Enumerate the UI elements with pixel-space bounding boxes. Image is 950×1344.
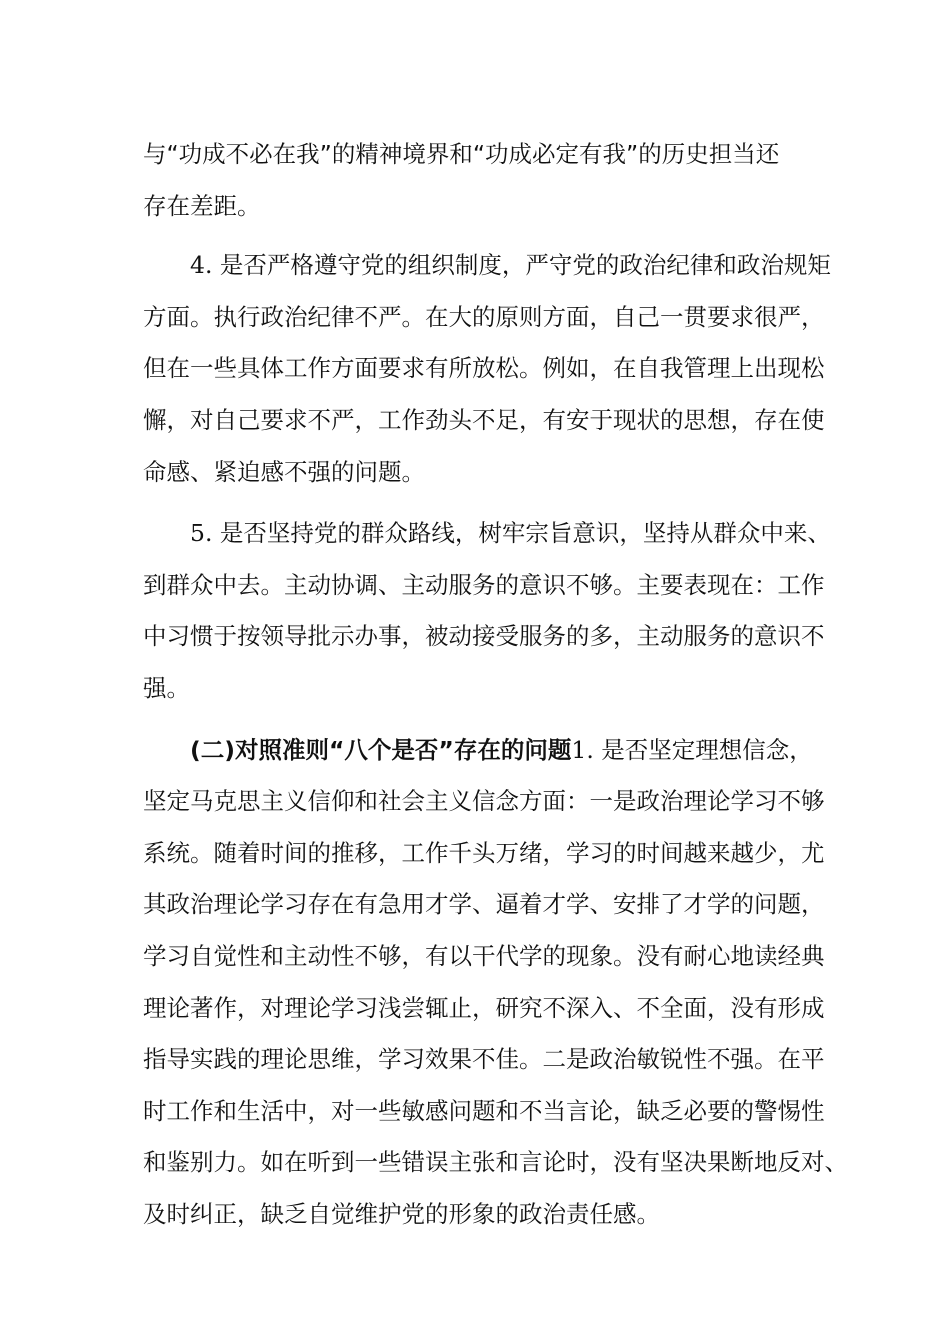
text-line: 坚定马克思主义信仰和社会主义信念方面：一是政治理论学习不够 — [143, 787, 825, 816]
text-line: 系统。随着时间的推移，工作千头万绪，学习的时间越来越少，尤 — [143, 838, 825, 867]
item-text: 是否坚定理想信念， — [593, 735, 813, 764]
text-line: 其政治理论学习存在有急用才学、逼着才学、安排了才学的问题， — [143, 890, 825, 919]
text-line: 与“功成不必在我”的精神境界和“功成必定有我”的历史担当还 — [143, 140, 780, 168]
text-line: 方面。执行政治纪律不严。在大的原则方面，自己一贯要求很严， — [143, 302, 825, 331]
item-number: 1. — [571, 735, 594, 764]
text-line: 理论著作，对理论学习浅尝辄止，研究不深入、不全面，没有形成 — [143, 993, 825, 1022]
text-line — [143, 508, 831, 560]
text-line: 懈，对自己要求不严，工作劲头不足，有安于现状的思想，存在使 — [143, 405, 825, 434]
text-line: 时工作和生活中，对一些敏感问题和不当言论，缺乏必要的警惕性 — [143, 1096, 825, 1125]
paragraph-3 — [143, 508, 831, 714]
text-line: 命感、紧迫感不强的问题。 — [143, 457, 425, 486]
text-line — [143, 240, 831, 292]
item-text: 是否严格遵守党的组织制度，严守党的政治纪律和政治规矩 — [212, 251, 831, 280]
section-heading: (二)对照准则“八个是否”存在的问题 — [190, 735, 572, 764]
text-line: 强。 — [143, 673, 190, 702]
paragraph-2 — [143, 240, 831, 498]
text-line: 及时纠正，缺乏自觉维护党的形象的政治责任感。 — [143, 1199, 660, 1228]
text-line: 和鉴别力。如在听到一些错误主张和言论时，没有坚决果断地反对、 — [143, 1148, 848, 1177]
text-line: 但在一些具体工作方面要求有所放松。例如，在自我管理上出现松 — [143, 354, 825, 383]
paragraph-1 — [143, 129, 805, 232]
item-text: 是否坚持党的群众路线，树牢宗旨意识，坚持从群众中来、 — [212, 519, 831, 548]
document-page — [143, 129, 848, 1240]
item-number: 4. — [190, 251, 213, 280]
text-line: 指导实践的理论思维，学习效果不佳。二是政治敏锐性不强。在平 — [143, 1045, 825, 1074]
text-line: 到群众中去。主动协调、主动服务的意识不够。主要表现在：工作 — [143, 570, 825, 599]
text-line: 存在差距。 — [143, 191, 261, 220]
text-line: 中习惯于按领导批示办事，被动接受服务的多，主动服务的意识不 — [143, 622, 825, 651]
text-line — [143, 725, 813, 777]
item-number: 5. — [190, 519, 213, 548]
text-line: 学习自觉性和主动性不够，有以干代学的现象。没有耐心地读经典 — [143, 941, 825, 970]
paragraph-4 — [143, 725, 848, 1241]
